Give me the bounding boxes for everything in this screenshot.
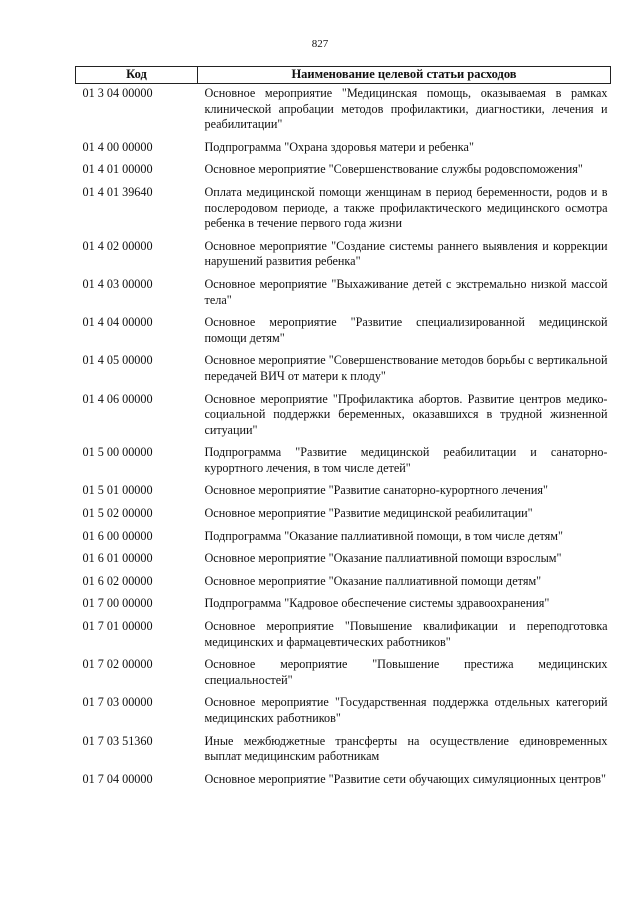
table-row [76,693,611,731]
row-name: Основное мероприятие "Выхаживание детей с экстремально низкой массой тела" [204,276,608,307]
table-row [76,655,611,693]
row-name: Основное мероприятие "Развитие медицинской реабилитации" [204,506,533,521]
column-header-code: Код [76,67,198,84]
row-code: 01 4 01 00000 [82,162,153,177]
row-name: Основное мероприятие "Оказание паллиативной помощи детям" [204,573,542,588]
row-name: Подпрограмма "Развитие медицинской реабилитации и санаторно-курортного лечения, в том числе детей" [204,445,608,475]
table-row [76,138,611,161]
table-row [76,770,611,793]
row-name: Основное мероприятие "Совершенствование методов борьбы с вертикальной передачей ВИЧ от матери к плоду" [204,353,608,383]
row-code: 01 7 04 00000 [82,771,153,786]
row-name: Оплата медицинской помощи женщинам в период беременности, родов и в послеродовом периоде, а также профилактического медицинского осмотра ребенка в течение первого года жизни [204,184,608,231]
row-code: 01 7 00 00000 [82,596,153,611]
table-row [76,732,611,770]
row-code: 01 7 01 00000 [82,619,153,634]
table-row [76,84,611,138]
row-name: Основное мероприятие "Повышение квалификации и переподготовка медицинских и фармацевтических работников" [204,619,608,649]
row-code: 01 7 03 00000 [82,695,153,710]
row-name: Основное мероприятие "Развитие санаторно-курортного лечения" [204,483,548,498]
table-row [76,572,611,595]
row-code: 01 4 02 00000 [82,238,153,253]
row-code: 01 7 02 00000 [82,657,153,672]
row-code: 01 4 04 00000 [82,315,153,330]
row-name: Основное мероприятие "Совершенствование службы родовспоможения" [204,162,583,177]
row-name: Основное мероприятие "Государственная поддержка отдельных категорий медицинских работников" [204,695,608,725]
row-code: 01 4 06 00000 [82,391,153,406]
row-code: 01 4 05 00000 [82,353,153,368]
table-row [76,390,611,444]
row-name: Подпрограмма "Оказание паллиативной помощи, в том числе детям" [204,528,563,543]
table-row [76,351,611,389]
row-code: 01 6 00 00000 [82,528,153,543]
table-row [76,160,611,183]
row-code: 01 4 01 39640 [82,184,153,199]
column-header-name: Наименование целевой статьи расходов [198,67,611,84]
row-name: Подпрограмма "Охрана здоровья матери и ребенка" [204,139,474,154]
table-row [76,443,611,481]
table-row [76,527,611,550]
row-code: 01 4 00 00000 [82,139,153,154]
row-name: Иные межбюджетные трансферты на осуществление единовременных выплат медицинским работникам [204,733,608,764]
table-row [76,617,611,655]
row-name: Основное мероприятие "Оказание паллиативной помощи взрослым" [204,551,562,566]
row-name: Подпрограмма "Кадровое обеспечение системы здравоохранения" [204,596,550,611]
row-name: Основное мероприятие "Профилактика абортов. Развитие центров медико-социальной поддержки беременных, оказавшихся в трудной жизненной ситуации" [204,391,608,437]
table-row [76,504,611,527]
row-code: 01 5 01 00000 [82,483,153,498]
table-row [76,237,611,275]
row-code: 01 6 02 00000 [82,573,153,588]
table-header-row [76,67,611,84]
table-row [76,549,611,572]
row-code: 01 5 02 00000 [82,506,153,521]
table-row [76,183,611,237]
page-number: 827 [311,38,329,50]
budget-codes-table [75,66,611,792]
row-code: 01 5 00 00000 [82,445,153,460]
row-code: 01 6 01 00000 [82,551,153,566]
row-code: 01 7 03 51360 [82,733,153,748]
row-code: 01 3 04 00000 [82,86,153,100]
row-name: Основное мероприятие "Медицинская помощь, оказываемая в рамках клинической апробации методов профилактики, диагностики, лечения и реабилитации" [204,86,608,132]
table-row [76,594,611,617]
row-name: Основное мероприятие "Повышение престижа медицинских специальностей" [204,657,608,687]
table-row [76,313,611,351]
row-name: Основное мероприятие "Создание системы раннего выявления и коррекции нарушений развития ребенка" [204,238,608,269]
table-row [76,481,611,504]
row-name: Основное мероприятие "Развитие специализированной медицинской помощи детям" [204,315,608,345]
table-row [76,275,611,313]
row-code: 01 4 03 00000 [82,276,153,291]
row-name: Основное мероприятие "Развитие сети обучающих симуляционных центров" [204,771,606,786]
